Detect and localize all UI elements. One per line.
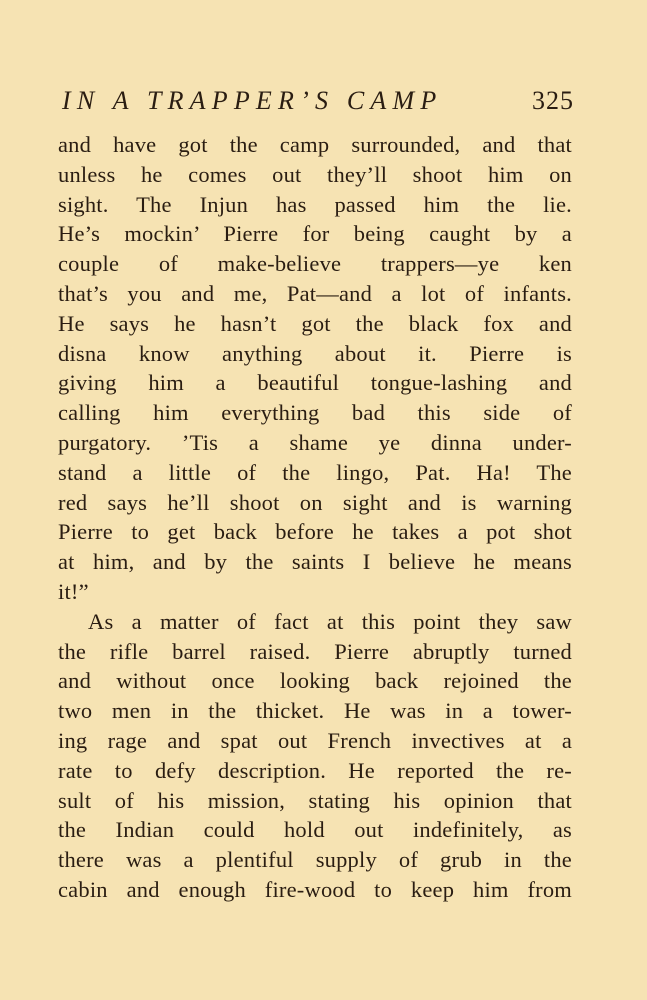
running-head <box>62 86 574 120</box>
text-line: the rifle barrel raised. Pierre abruptly turned <box>58 638 572 664</box>
text-line: the Indian could hold out indefinitely, as <box>58 817 572 843</box>
text-line: purgatory. ’Tis a shame ye dinna under- <box>58 429 572 455</box>
text-line: couple of make-believe trappers—ye ken <box>58 251 572 277</box>
text-line: at him, and by the saints I believe he means <box>58 549 572 575</box>
text-line: ing rage and spat out French invectives at a <box>58 727 572 753</box>
text-line: it!” <box>58 578 89 604</box>
text-line: calling him everything bad this side of <box>58 400 572 426</box>
running-head-title: IN A TRAPPER’S CAMP <box>62 86 443 115</box>
text-line: sult of his mission, stating his opinion that <box>58 787 572 813</box>
text-line: that’s you and me, Pat—and a lot of infants. <box>58 280 572 306</box>
text-line: there was a plentiful supply of grub in the <box>58 847 572 873</box>
text-line: rate to defy description. He reported the re- <box>58 757 572 783</box>
text-line: stand a little of the lingo, Pat. Ha! The <box>58 459 572 485</box>
text-line: and have got the camp surrounded, and that <box>58 132 572 157</box>
text-line: sight. The Injun has passed him the lie. <box>58 191 572 217</box>
body-text <box>58 130 572 905</box>
text-line: He says he hasn’t got the black fox and <box>58 310 572 336</box>
text-line: giving him a beautiful tongue-lashing and <box>58 370 572 396</box>
text-line: He’s mockin’ Pierre for being caught by a <box>58 221 572 247</box>
text-line: disna know anything about it. Pierre is <box>58 340 572 366</box>
text-line: cabin and enough fire-wood to keep him from <box>58 876 572 902</box>
text-line: and without once looking back rejoined the <box>58 668 572 694</box>
text-line: As a matter of fact at this point they saw <box>88 608 572 634</box>
text-line: unless he comes out they’ll shoot him on <box>58 161 572 187</box>
text-line: Pierre to get back before he takes a pot shot <box>58 519 572 545</box>
text-line: red says he’ll shoot on sight and is warning <box>58 489 572 515</box>
page-number: 325 <box>532 86 574 115</box>
text-line: two men in the thicket. He was in a tower- <box>58 698 572 724</box>
